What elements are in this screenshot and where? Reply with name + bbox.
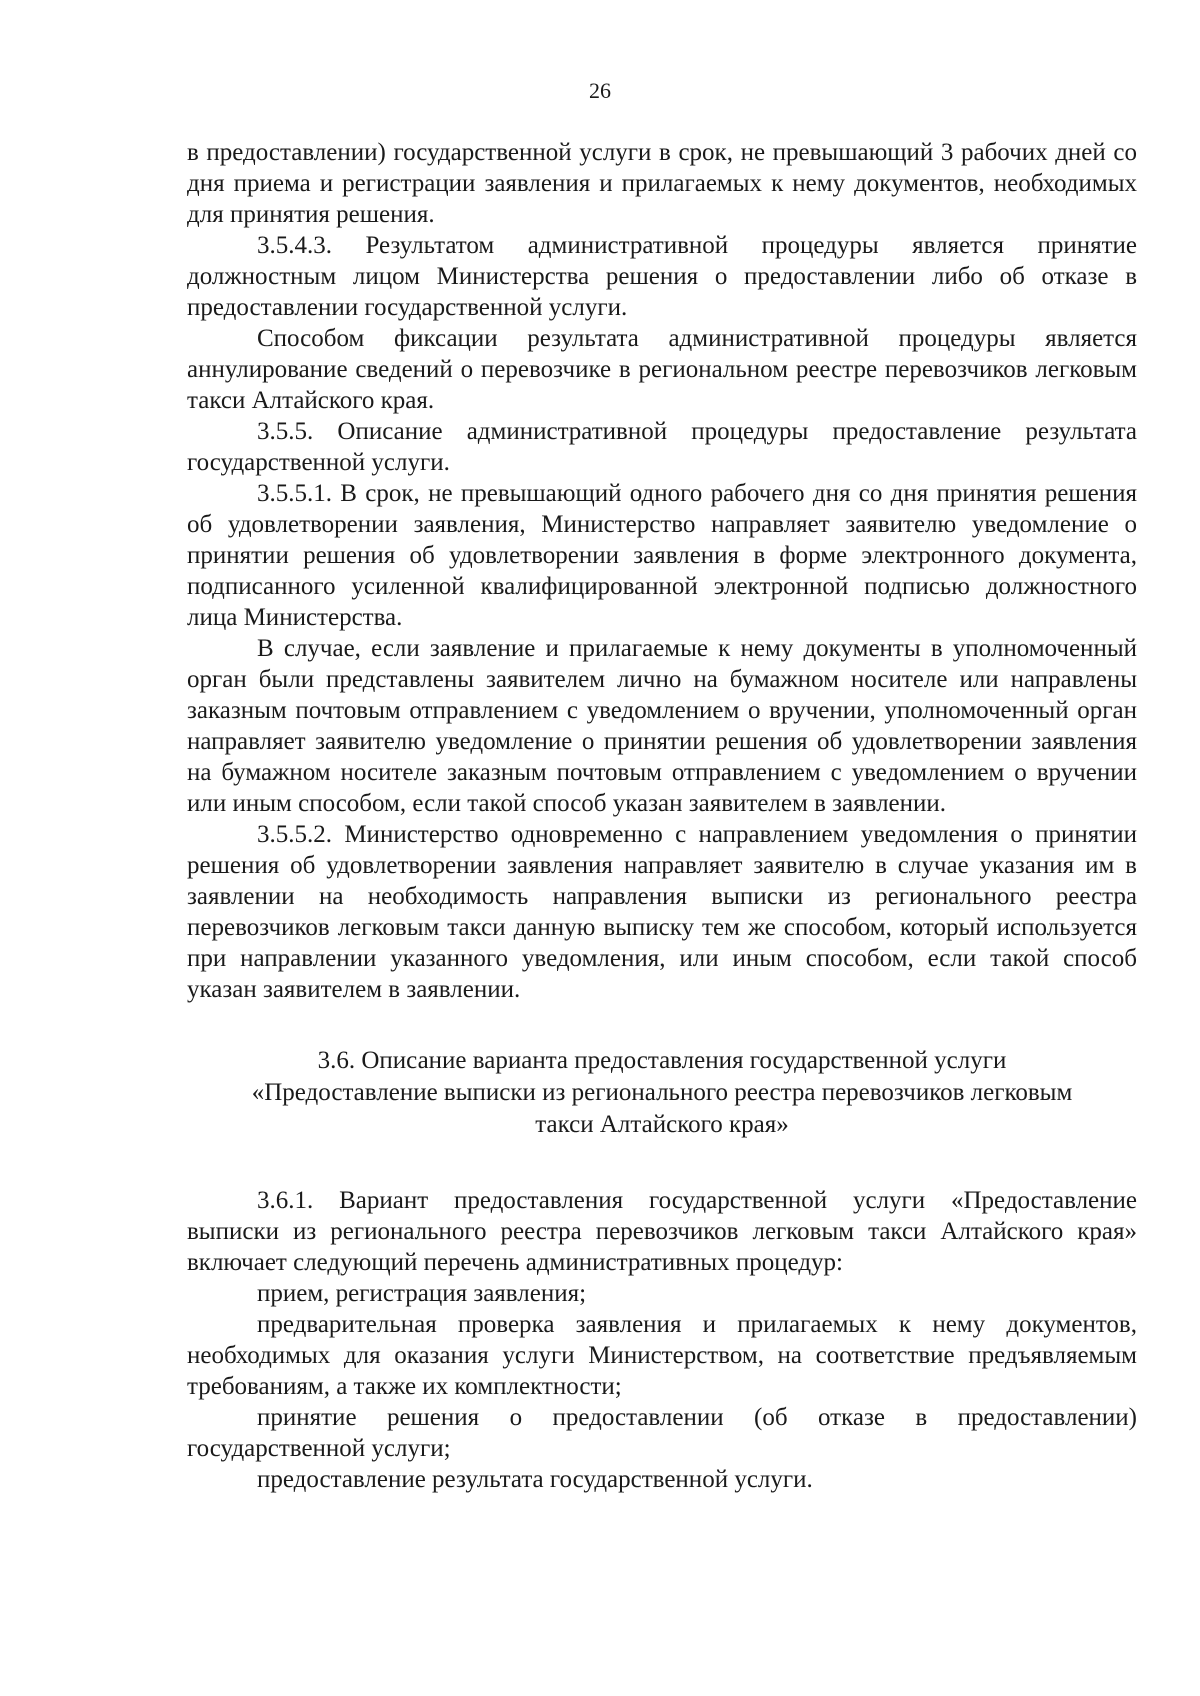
paragraph: 3.5.5.1. В срок, не превышающий одного рабочего дня со дня принятия решения об удовлетворении заявления, Министерство направляет заявителю уведомление о принятии решения об удовлетворении заявления в форме электронного документа, подписанного усиленной квалифицированной электронной подписью должностного лица Министерства.: [187, 480, 1137, 631]
list-item: предоставление результата государственной услуги.: [257, 1466, 813, 1493]
list-item: предварительная проверка заявления и прилагаемых к нему документов, необходимых для оказания услуги Министерством, на соответствие предъявляемым требованиям, а также их комплектности;: [187, 1311, 1137, 1400]
paragraph: в предоставлении) государственной услуги в срок, не превышающий 3 рабочих дней со дня приема и регистрации заявления и прилагаемых к нему документов, необходимых для принятия решения.: [187, 139, 1137, 228]
page-number: 26: [589, 78, 611, 103]
section-heading-line: «Предоставление выписки из регионального реестра перевозчиков легковым: [251, 1079, 1073, 1106]
section-heading-line: 3.6. Описание варианта предоставления государственной услуги: [317, 1047, 1007, 1074]
document-body: [187, 137, 1137, 1495]
paragraph: Способом фиксации результата административной процедуры является аннулирование сведений о перевозчике в региональном реестре перевозчиков легковым такси Алтайского края.: [187, 325, 1137, 414]
paragraph: В случае, если заявление и прилагаемые к нему документы в уполномоченный орган были представлены заявителем лично на бумажном носителе или направлены заказным почтовым отправлением с уведомлением о вручении, уполномоченный орган направляет заявителю уведомление о принятии решения об удовлетворении заявления на бумажном носителе заказным почтовым отправлением с уведомлением о вручении или иным способом, если такой способ указан заявителем в заявлении.: [187, 635, 1137, 817]
section-heading-line: такси Алтайского края»: [535, 1111, 789, 1138]
paragraph: 3.5.5. Описание административной процедуры предоставление результата государственной услуги.: [187, 418, 1137, 476]
paragraph: 3.5.4.3. Результатом административной процедуры является принятие должностным лицом Министерства решения о предоставлении либо об отказе в предоставлении государственной услуги.: [187, 232, 1137, 321]
paragraph: 3.6.1. Вариант предоставления государственной услуги «Предоставление выписки из регионального реестра перевозчиков легковым такси Алтайского края» включает следующий перечень административных процедур:: [187, 1187, 1137, 1276]
paragraph: 3.5.5.2. Министерство одновременно с направлением уведомления о принятии решения об удовлетворении заявления направляет заявителю в случае указания им в заявлении на необходимость направления выписки из регионального реестра перевозчиков легковым такси данную выписку тем же способом, который используется при направлении указанного уведомления, или иным способом, если такой способ указан заявителем в заявлении.: [187, 821, 1137, 1003]
list-item: принятие решения о предоставлении (об отказе в предоставлении) государственной услуги;: [187, 1404, 1137, 1462]
list-item: прием, регистрация заявления;: [257, 1280, 587, 1307]
section-heading: [187, 1045, 1137, 1141]
